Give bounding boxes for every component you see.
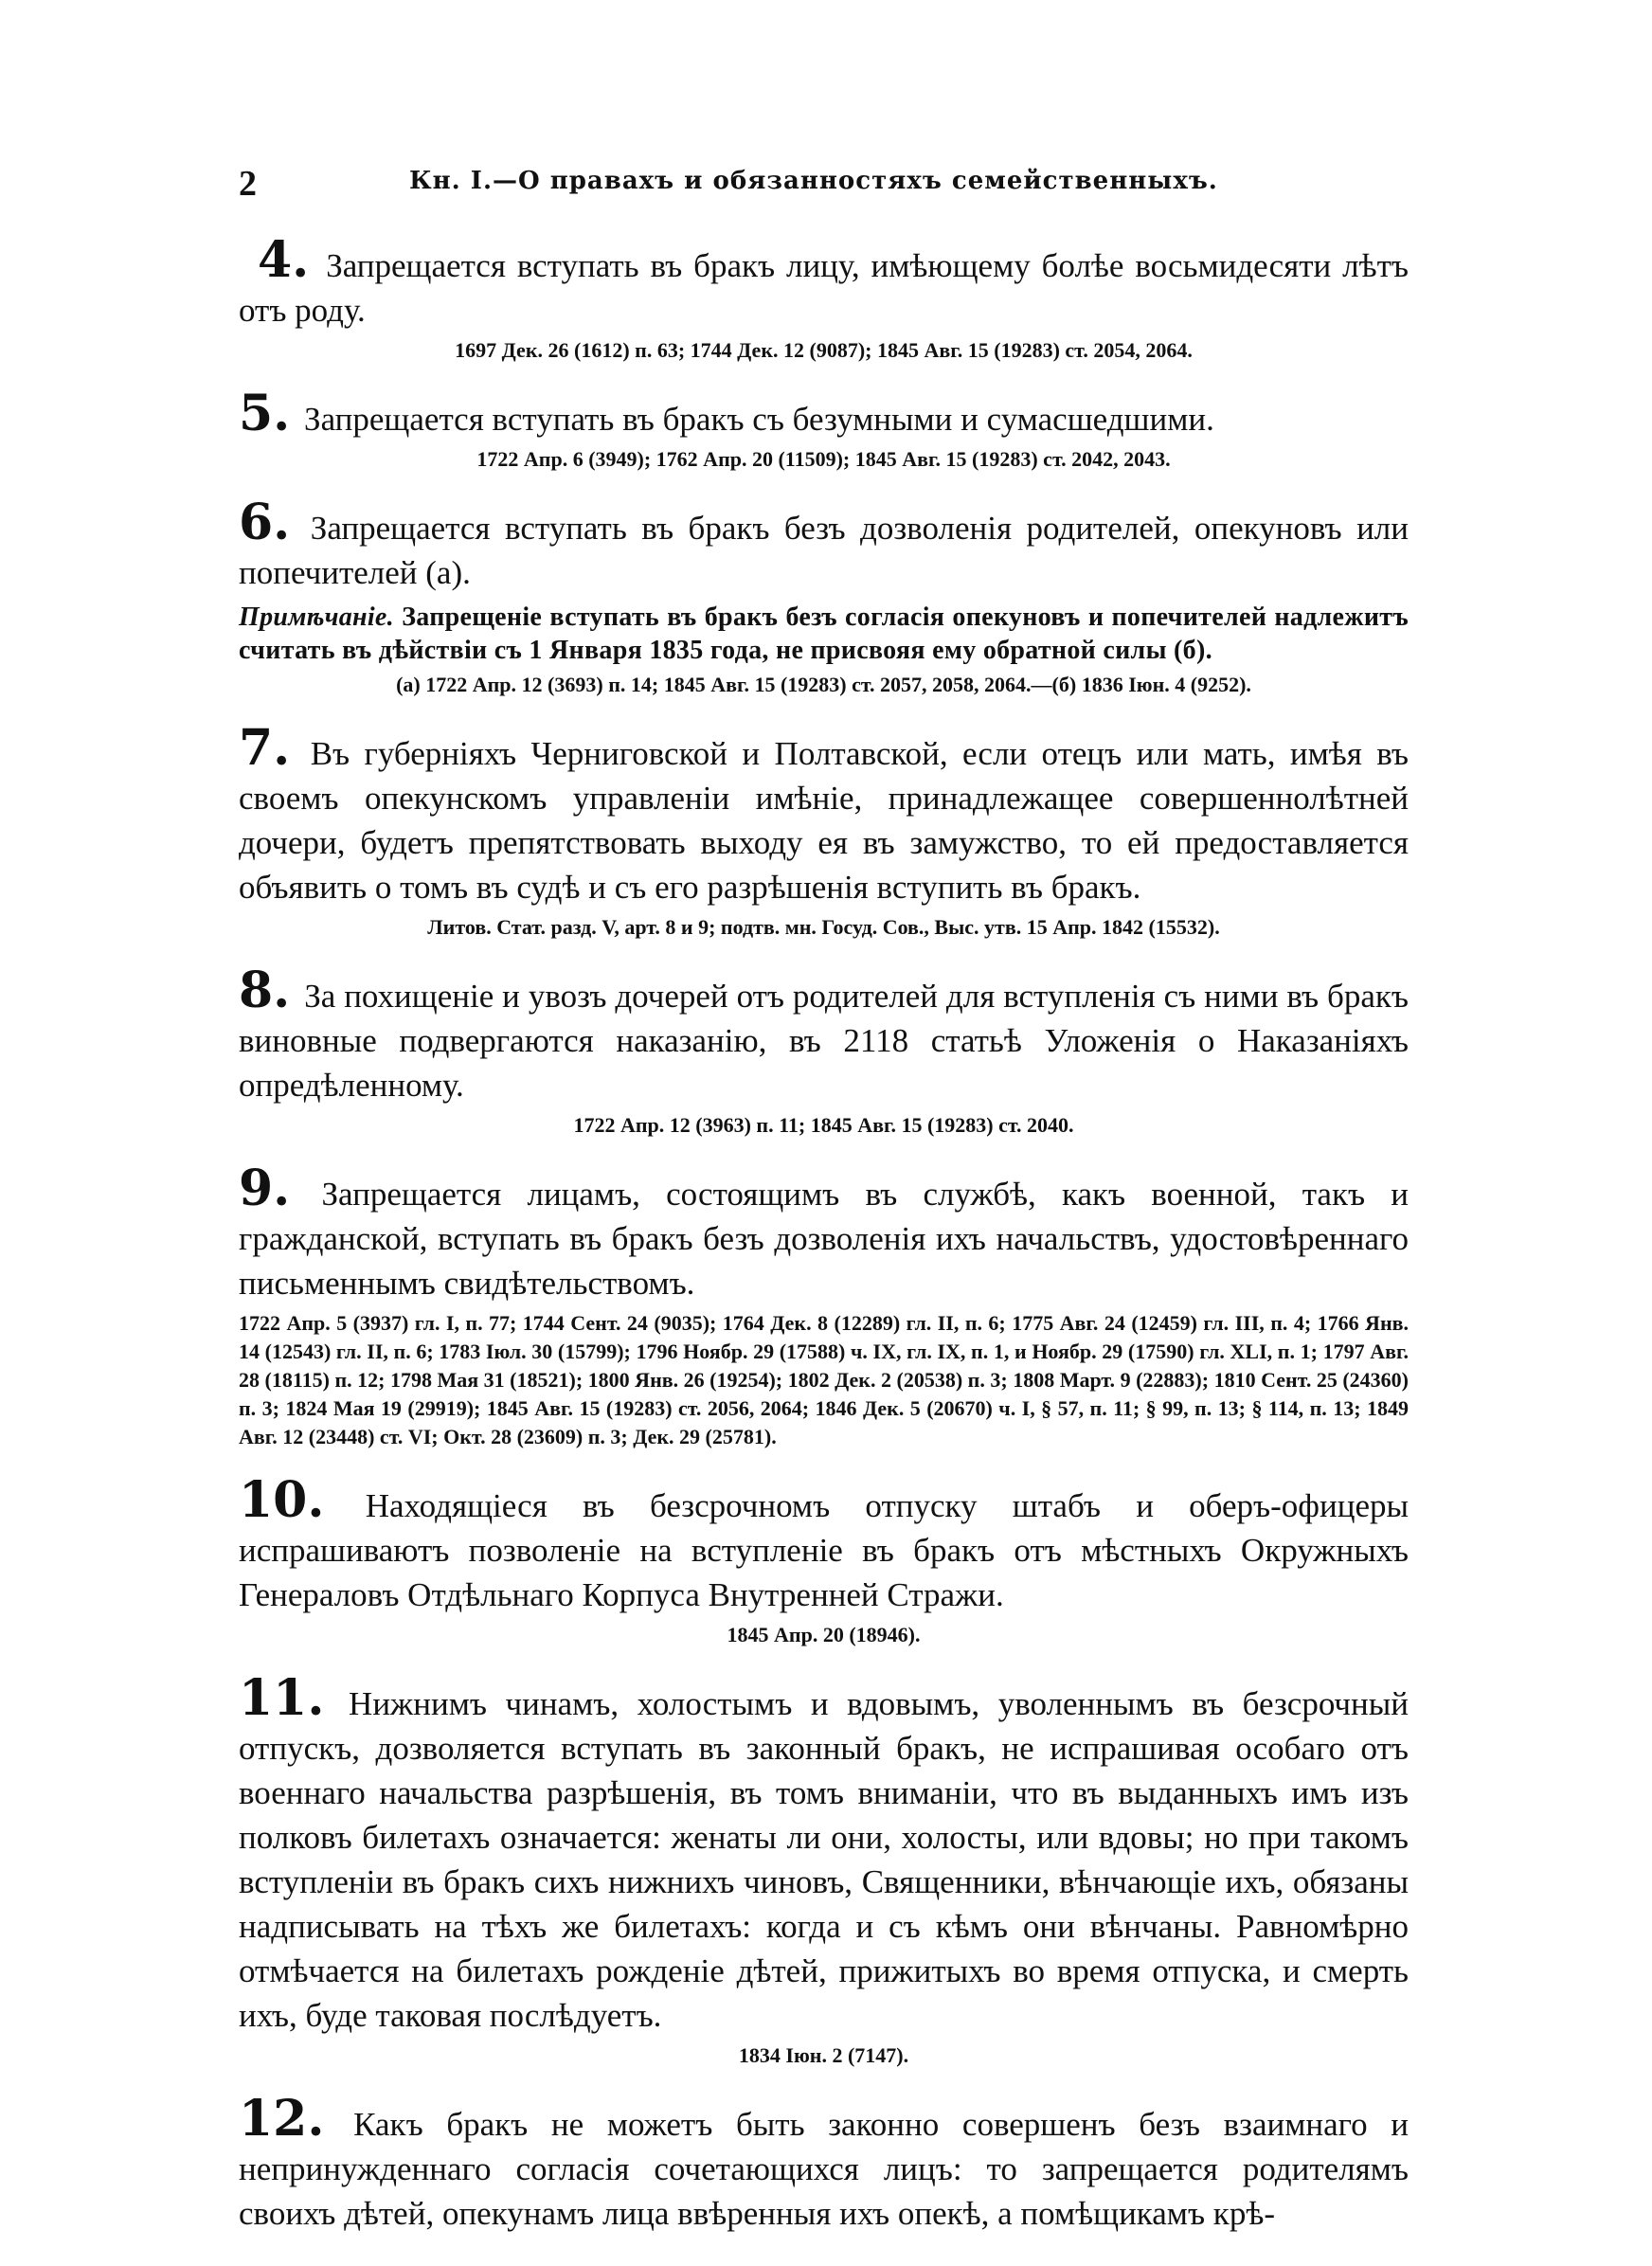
article-body: Запрещается лицамъ, состоящимъ въ службѣ, какъ военной, такъ и гражданской, вступать въ бракъ безъ дозволенія ихъ начальствъ, удостовѣреннаго письменнымъ свидѣтельствомъ. [239,1176,1410,1302]
article-body: За похищеніе и увозъ дочерей отъ родителей для вступленія съ ними въ бракъ виновные подвергаются наказанію, въ 2118 статьѣ Уложенія о Наказаніяхъ опредѣленному. [239,978,1409,1104]
legal-references: 1697 Дек. 26 (1612) п. 63; 1744 Дек. 12 (9087); 1845 Авг. 15 (19283) ст. 2054, 2064. [455,338,1193,362]
note-label: Примѣчаніе. [239,602,394,632]
article-9 [239,1160,1410,1451]
legal-references: 1722 Апр. 12 (3963) п. 11; 1845 Авг. 15 (19283) ст. 2040. [573,1113,1074,1137]
article-number: 9. [239,1160,291,1217]
article-4 [239,231,1409,365]
article-text [239,1160,1410,1305]
article-body: Запрещается вступать въ бракъ безъ дозволенія родителей, опекуновъ или попечителей (а). [239,510,1409,591]
article-12 [239,2090,1409,2236]
document-body [239,231,1410,2266]
article-8 [239,962,1409,1140]
legal-references: 1722 Апр. 5 (3937) гл. I, п. 77; 1744 Сент. 24 (9035); 1764 Дек. 8 (12289) гл. II, п. 6; 1775 Авг. 24 (12459) гл. III, п. 4; 1766 Янв. 14 (12543) гл. II, п. 6; 1783 Іюл. 30 (15799); 1796 Ноябр. 29 (17588) ч. IX, гл. IX, п. 1, и Ноябр. 29 (17590) гл. XLI, п. 1; 1797 Авг. 28 (18115) п. 12; 1798 Мая 31 (18521); 1800 Янв. 26 (19254); 1802 Дек. 2 (20538) п. 3; 1808 Март. 9 (22883); 1810 Сент. 25 (24360) п. 3; 1824 Мая 19 (29919); 1845 Авг. 15 (19283) ст. 2056, 2064; 1846 Дек. 5 (20670) ч. I, § 57, п. 11; § 99, п. 13; § 114, п. 13; 1849 Авг. 12 (23448) ст. VI; Окт. 28 (23609) п. 3; Дек. 29 (25781). [239,1311,1409,1448]
article-text [239,231,1409,333]
legal-references: 1834 Іюн. 2 (7147). [738,2043,909,2067]
article-body: Въ губерніяхъ Черниговской и Полтавской, если отецъ или мать, имѣя въ своемъ опекунскомъ управленіи имѣніе, принадлежащее совершеннолѣтней дочери, будетъ препятствовать выходу ея въ замужство, то ей предоставляется объявить о томъ въ судѣ и съ его разрѣшенія вступить въ бракъ. [239,735,1409,906]
article-text [239,494,1409,595]
legal-references: (а) 1722 Апр. 12 (3693) п. 14; 1845 Авг. 15 (19283) ст. 2057, 2058, 2064.—(б) 1836 Іюн. 4 (9252). [396,673,1251,696]
article-number: 12. [239,2090,325,2148]
article-number: 10. [239,1471,325,1529]
article-text [239,385,1409,442]
article-5 [239,385,1409,474]
article-10 [239,1471,1409,1649]
legal-references: Литов. Стат. разд. V, арт. 8 и 9; подтв. мн. Госуд. Сов., Выс. утв. 15 Апр. 1842 (15532). [427,915,1220,939]
article-6 [239,494,1409,699]
article-text [239,962,1409,1107]
article-number: 4. [258,231,310,289]
legal-references: 1722 Апр. 6 (3949); 1762 Апр. 20 (11509); 1845 Авг. 15 (19283) ст. 2042, 2043. [476,447,1171,471]
article-number: 6. [239,494,291,551]
note-text: Запрещеніе вступать въ бракъ безъ согласія опекуновъ и попечителей надлежитъ считать въ дѣйствіи съ 1 Января 1835 года, не присвояя ему обратной силы (б). [239,602,1409,665]
article-7 [239,719,1409,942]
article-body: Какъ бракъ не можетъ быть законно совершенъ безъ взаимнаго и непринужденнаго согласія сочетающихся лицъ: то запрещается родителямъ своихъ дѣтей, опекунамъ лица ввѣренныя ихъ опекѣ, а помѣщикамъ крѣ- [239,2106,1409,2232]
article-text [239,719,1409,909]
legal-references: 1845 Апр. 20 (18946). [727,1623,921,1646]
article-body: Находящіеся въ безсрочномъ отпуску штабъ и оберъ-офицеры испрашиваютъ позволеніе на вступленіе въ бракъ отъ мѣстныхъ Окружныхъ Генераловъ Отдѣльнаго Корпуса Внутренней Стражи. [239,1487,1409,1613]
article-text [239,2090,1409,2236]
article-number: 7. [239,719,291,777]
article-note [239,601,1409,667]
article-body: Запрещается вступать въ бракъ лицу, имѣющему болѣе восьмидесяти лѣтъ отъ роду. [239,247,1409,329]
article-11 [239,1669,1410,2070]
article-number: 11. [239,1669,325,1727]
article-body: Запрещается вступать въ бракъ съ безумными и сумасшедшими. [304,401,1214,438]
article-number: 8. [239,962,291,1019]
article-body: Нижнимъ чинамъ, холостымъ и вдовымъ, уволеннымъ въ безсрочный отпускъ, дозволяется вступать въ законный бракъ, не испрашивая особаго отъ военнаго начальства разрѣшенія, въ томъ вниманіи, что въ выданныхъ имъ изъ полковъ билетахъ означается: женаты ли они, холосты, или вдовы; но при такомъ вступленіи въ бракъ сихъ нижнихъ чиновъ, Священники, вѣнчающіе ихъ, обязаны надписывать на тѣхъ же билетахъ: когда и съ кѣмъ они вѣнчаны. Равномѣрно отмѣчается на билетахъ рожденіе дѣтей, прижитыхъ во время отпуска, и смерть ихъ, буде таковая послѣдуетъ. [239,1685,1410,2034]
page-number: 2 [239,164,257,204]
article-number: 5. [239,385,291,442]
running-head: Кн. I.—О правахъ и обязанностяхъ семейственныхъ. [409,167,1218,195]
page-header [239,163,1409,220]
article-text [239,1669,1410,2038]
article-text [239,1471,1409,1617]
